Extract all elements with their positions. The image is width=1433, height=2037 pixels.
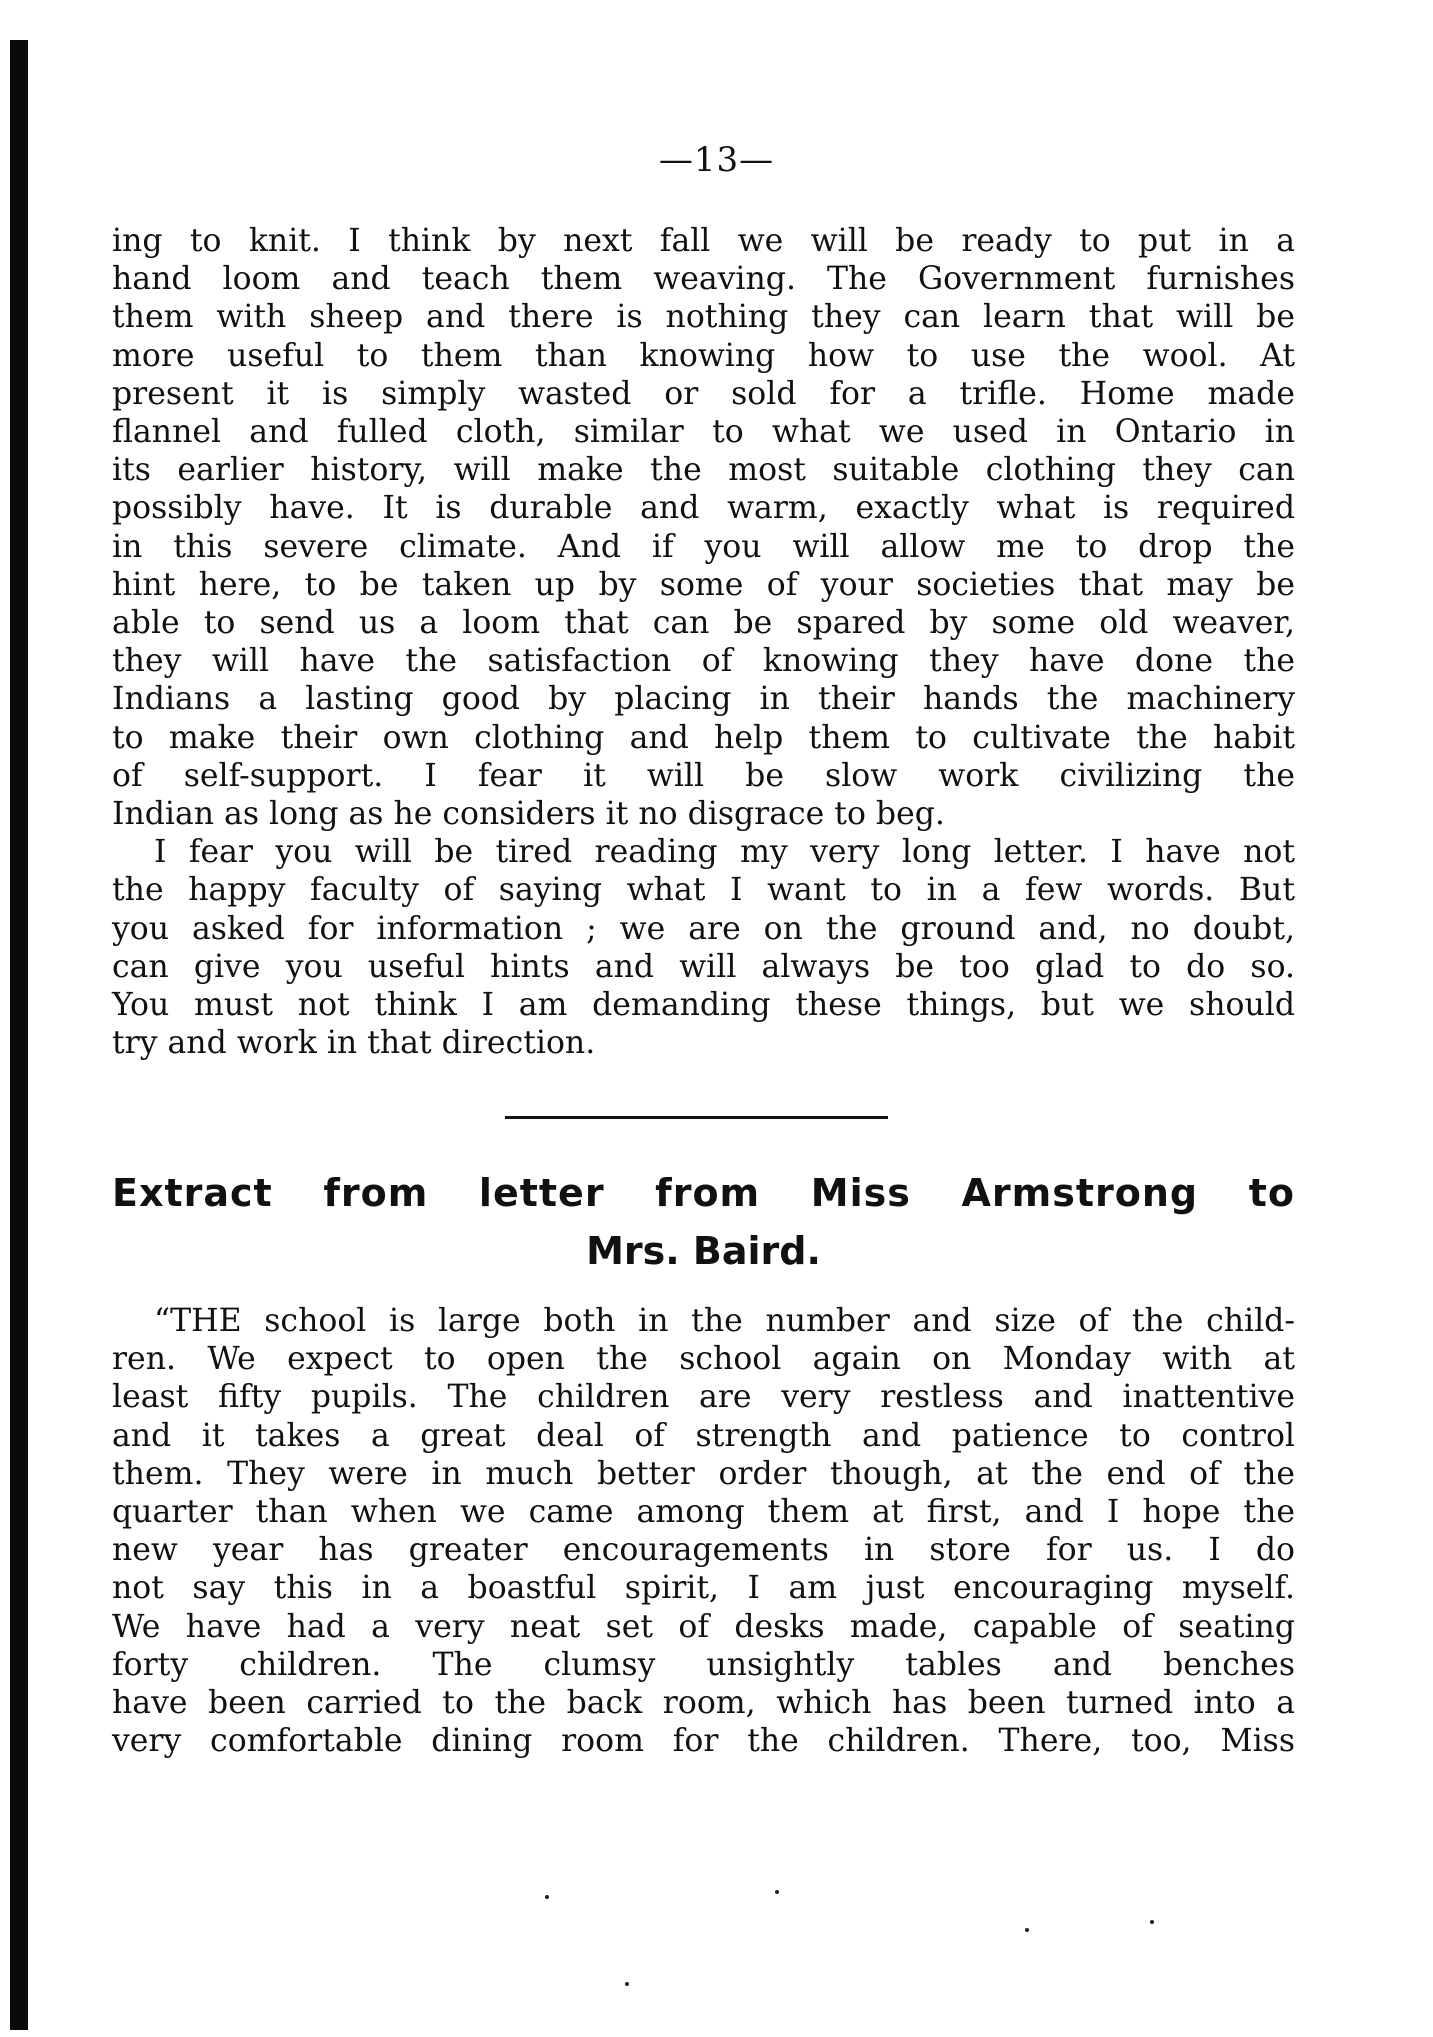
text-line: quarter than when we came among them at first, and I hope the (112, 1494, 1295, 1531)
print-speck (1150, 1920, 1154, 1924)
page-number: —13— (658, 140, 775, 180)
text-line: hint here, to be taken up by some of your societies that may be (112, 566, 1295, 603)
text-line: and it takes a great deal of strength and patience to control (112, 1417, 1295, 1454)
text-line: least fifty pupils. The children are very restless and inattentive (112, 1379, 1295, 1416)
text-line: of self-support. I fear it will be slow work civilizing the (112, 757, 1295, 794)
text-line: them with sheep and there is nothing they can learn that will be (112, 299, 1295, 336)
text-line: “THE school is large both in the number and size of the child- (154, 1303, 1295, 1339)
text-line: present it is simply wasted or sold for a trifle. Home made (112, 375, 1295, 412)
section-divider (505, 1116, 888, 1119)
letter-continued-paragraph (112, 222, 1295, 1062)
text-line: the happy faculty of saying what I want to in a few words. But (112, 872, 1295, 909)
text-line: Indian as long as he considers it no disgrace to beg. (112, 796, 945, 833)
text-line: its earlier history, will make the most suitable clothing they can (112, 452, 1295, 489)
text-line: very comfortable dining room for the children. There, too, Miss (112, 1723, 1295, 1760)
heading-line: Mrs. Baird. (586, 1229, 821, 1273)
extract-paragraph (112, 1302, 1295, 1760)
text-line: can give you useful hints and will always be too glad to do so. (112, 948, 1295, 985)
text-line: ren. We expect to open the school again on Monday with at (112, 1341, 1295, 1378)
text-line: have been carried to the back room, which has been turned into a (112, 1685, 1295, 1722)
text-line: them. They were in much better order though, at the end of the (112, 1455, 1295, 1492)
text-line: flannel and fulled cloth, similar to what we used in Ontario in (112, 414, 1295, 451)
text-line: You must not think I am demanding these things, but we should (112, 987, 1295, 1024)
text-line: not say this in a boastful spirit, I am just encouraging myself. (112, 1570, 1295, 1607)
text-line: hand loom and teach them weaving. The Government furnishes (112, 261, 1295, 298)
text-line: able to send us a loom that can be spared by some old weaver, (112, 605, 1295, 642)
heading-line: Extract from letter from Miss Armstrong to (112, 1171, 1295, 1215)
print-speck (775, 1890, 779, 1894)
print-speck (545, 1895, 549, 1899)
print-speck (1025, 1928, 1029, 1932)
text-line: We have had a very neat set of desks made, capable of seating (112, 1608, 1295, 1645)
text-line: to make their own clothing and help them to cultivate the habit (112, 719, 1295, 756)
text-line: new year has greater encouragements in store for us. I do (112, 1532, 1295, 1569)
print-speck (625, 1982, 629, 1986)
text-line: I fear you will be tired reading my very long letter. I have not (154, 834, 1295, 871)
book-binding-edge (10, 40, 28, 2030)
text-line: possibly have. It is durable and warm, exactly what is required (112, 490, 1295, 527)
text-line: you asked for information ; we are on the ground and, no doubt, (112, 910, 1295, 947)
text-line: in this severe climate. And if you will allow me to drop the (112, 528, 1295, 565)
text-line: Indians a lasting good by placing in their hands the machinery (112, 681, 1295, 718)
text-line: more useful to them than knowing how to use the wool. At (112, 337, 1295, 374)
section-heading (112, 1164, 1295, 1280)
text-line: forty children. The clumsy unsightly tables and benches (112, 1646, 1295, 1683)
text-line: ing to knit. I think by next fall we will be ready to put in a (112, 223, 1295, 259)
text-line: try and work in that direction. (112, 1025, 596, 1062)
text-line: they will have the satisfaction of knowing they have done the (112, 643, 1295, 680)
